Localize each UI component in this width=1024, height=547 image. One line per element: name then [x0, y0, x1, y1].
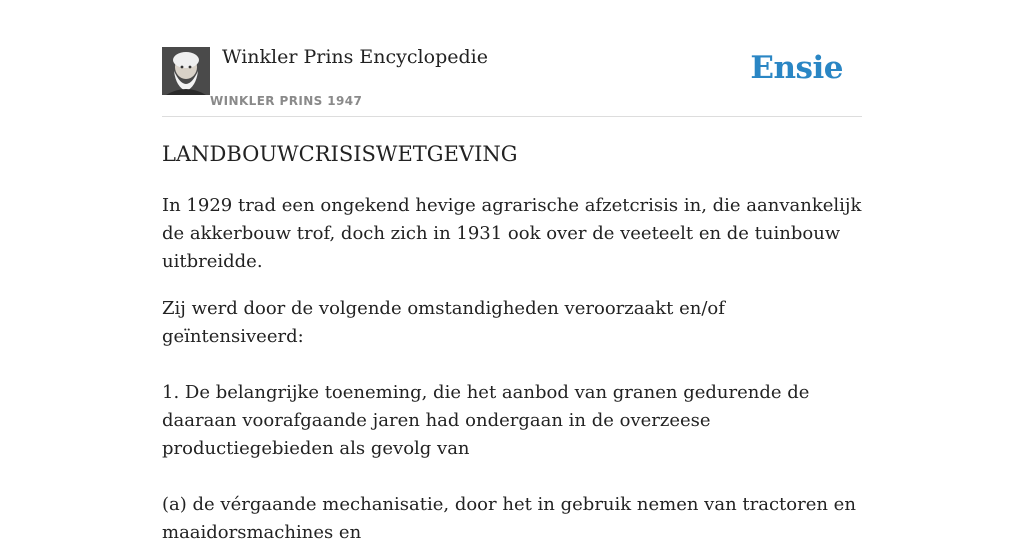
- header: [162, 0, 862, 117]
- article-body: [162, 192, 862, 547]
- portrait-avatar-icon: [162, 47, 210, 95]
- article-headword: LANDBOUWCRISISWETGEVING: [162, 142, 518, 166]
- article-paragraph: Zij werd door de volgende omstandigheden veroorzaakt en/of geïntensiveerd:: [162, 298, 725, 347]
- source-subtitle[interactable]: WINKLER PRINS 1947: [210, 94, 363, 108]
- article-paragraph: In 1929 trad een ongekend hevige agrarische afzetcrisis in, die aanvankelijk de akkerbouw trof, doch zich in 1931 ook over de veeteelt en de tuinbouw uitbreidde.: [162, 195, 862, 272]
- article-paragraph: (a) de vérgaande mechanisatie, door het in gebruik nemen van tractoren en maaidorsmachines en: [162, 494, 856, 543]
- page: [162, 0, 862, 543]
- source-title[interactable]: Winkler Prins Encyclopedie: [222, 46, 488, 68]
- article-paragraph: 1. De belangrijke toeneming, die het aanbod van granen gedurende de daaraan voorafgaande jaren had ondergaan in de overzeese productiegebieden als gevolg van: [162, 382, 810, 459]
- avatar[interactable]: [162, 47, 210, 95]
- brand-logo[interactable]: Ensie: [750, 50, 843, 86]
